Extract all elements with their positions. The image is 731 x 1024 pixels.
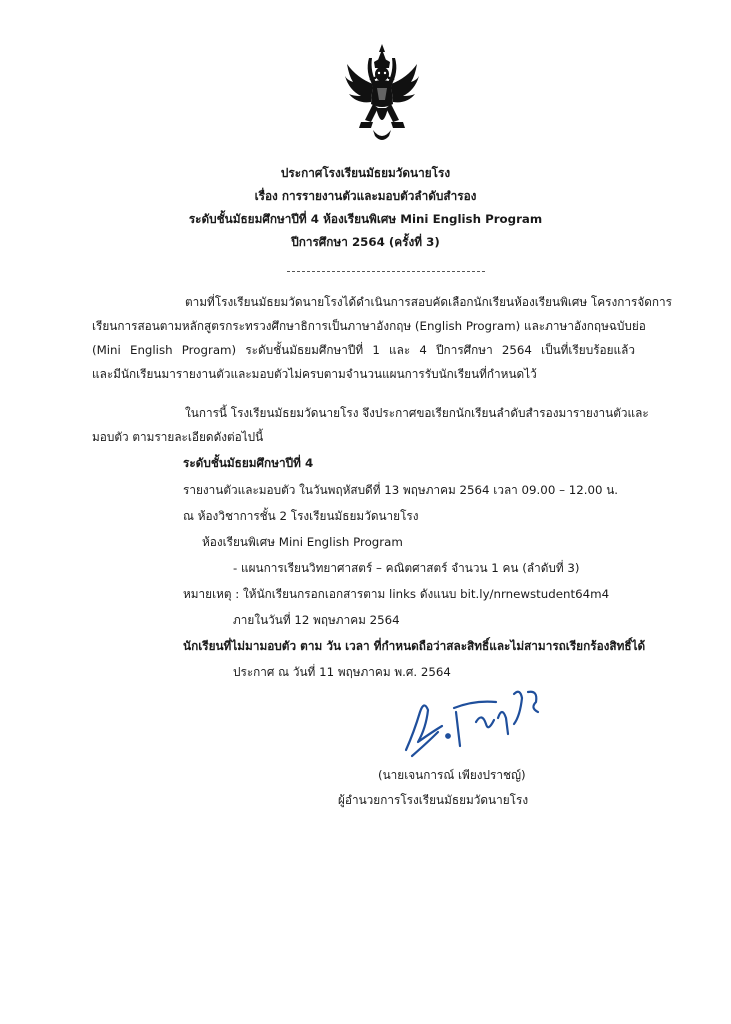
forfeit-warning: นักเรียนที่ไม่มามอบตัว ตาม วัน เวลา ที่กำหนดถือว่าสละสิทธิ์และไม่สามารถเรียกร้องสิทธิ์ได้ — [183, 639, 646, 653]
report-time: รายงานตัวและมอบตัว ในวันพฤหัสบดีที่ 13 พฤษภาคม 2564 เวลา 09.00 – 12.00 น. — [183, 483, 619, 497]
signatory-name: (นายเจนการณ์ เพียงปราชญ์) — [378, 768, 526, 782]
level-heading: ระดับชั้นมัธยมศึกษาปีที่ 4 — [183, 456, 314, 470]
signature-mark — [398, 672, 558, 764]
announcement-date: ประกาศ ณ วันที่ 11 พฤษภาคม พ.ศ. 2564 — [233, 665, 451, 679]
header-divider — [287, 271, 485, 272]
note-line: หมายเหตุ : ให้นักเรียนกรอกเอกสารตาม links ดังแนบ bit.ly/nrnewstudent64m4 — [183, 587, 610, 601]
para1-line-2: เรียนการสอนตามหลักสูตรกระทรวงศึกษาธิการเป็นภาษาอังกฤษ (English Program) และภาษาอังกฤษฉบับย่อ — [92, 319, 646, 333]
para2-line-2: มอบตัว ตามรายละเอียดดังต่อไปนี้ — [92, 430, 264, 444]
signatory-position: ผู้อำนวยการโรงเรียนมัธยมวัดนายโรง — [338, 793, 529, 807]
report-location: ณ ห้องวิชาการชั้น 2 โรงเรียนมัธยมวัดนายโรง — [183, 509, 419, 523]
para1-line-4: และมีนักเรียนมารายงานตัวและมอบตัวไม่ครบตามจำนวนแผนการรับนักเรียนที่กำหนดไว้ — [92, 367, 537, 381]
document-year-line: ปีการศึกษา 2564 (ครั้งที่ 3) — [291, 235, 440, 249]
program-name: ห้องเรียนพิเศษ Mini English Program — [202, 535, 403, 549]
para1-line-3: (Mini English Program) ระดับชั้นมัธยมศึกษาปีที่ 1 และ 4 ปีการศึกษา 2564 เป็นที่เรียบร้อยแล้ว — [92, 343, 635, 357]
study-plan: - แผนการเรียนวิทยาศาสตร์ – คณิตศาสตร์ จำนวน 1 คน (ลำดับที่ 3) — [233, 561, 580, 575]
para2-line-1: ในการนี้ โรงเรียนมัธยมวัดนายโรง จึงประกาศขอเรียกนักเรียนลำดับสำรองมารายงานตัวและ — [185, 406, 649, 420]
document-subject: เรื่อง การรายงานตัวและมอบตัวลำดับสำรอง — [254, 189, 477, 203]
document-title: ประกาศโรงเรียนมัธยมวัดนายโรง — [280, 166, 451, 180]
para1-line-1: ตามที่โรงเรียนมัธยมวัดนายโรงได้ดำเนินการสอบคัดเลือกนักเรียนห้องเรียนพิเศษ โครงการจัดการ — [185, 295, 673, 309]
garuda-emblem-icon — [343, 42, 421, 146]
note-deadline: ภายในวันที่ 12 พฤษภาคม 2564 — [233, 613, 400, 627]
document-level-line: ระดับชั้นมัธยมศึกษาปีที่ 4 ห้องเรียนพิเศษ Mini English Program — [188, 212, 543, 226]
